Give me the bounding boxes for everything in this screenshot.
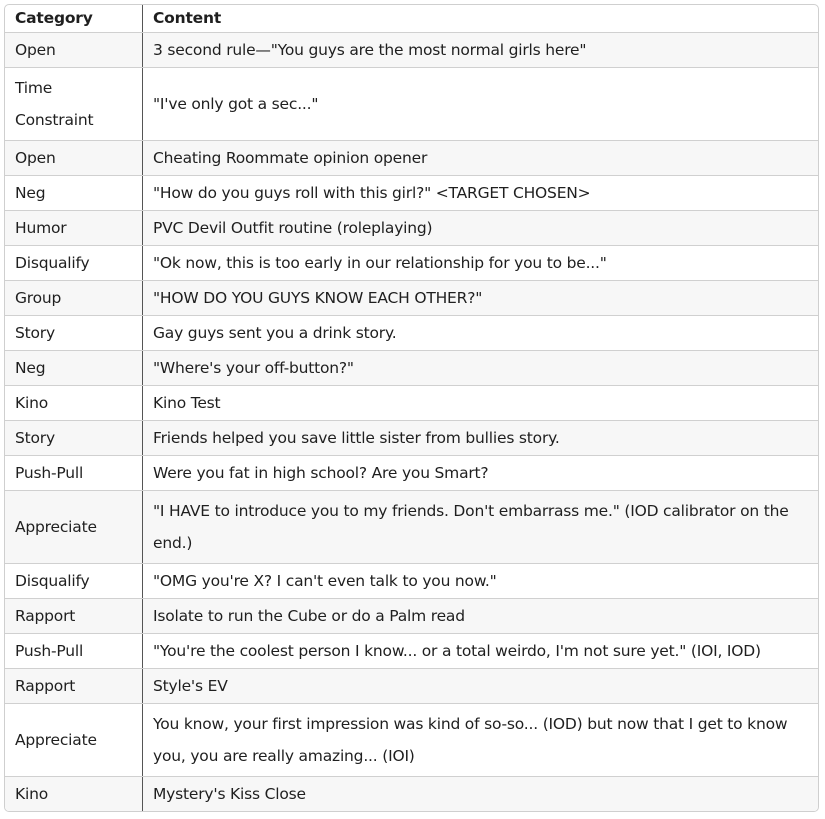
table-container <box>4 4 819 812</box>
category-cell: Rapport <box>5 669 143 704</box>
content-cell: Style's EV <box>143 669 820 704</box>
table-row <box>5 211 820 246</box>
content-cell: "You're the coolest person I know... or a total weirdo, I'm not sure yet." (IOI, IOD) <box>143 634 820 669</box>
content-cell: Kino Test <box>143 386 820 421</box>
category-cell: Rapport <box>5 599 143 634</box>
header-category: Category <box>5 5 143 33</box>
content-cell: "Where's your off-button?" <box>143 351 820 386</box>
table-row <box>5 704 820 777</box>
table-row <box>5 599 820 634</box>
content-cell: "I've only got a sec..." <box>143 68 820 141</box>
table-row <box>5 386 820 421</box>
content-cell: Cheating Roommate opinion opener <box>143 141 820 176</box>
category-cell: Humor <box>5 211 143 246</box>
routines-table <box>4 4 819 812</box>
table-row <box>5 141 820 176</box>
category-cell: Kino <box>5 777 143 812</box>
content-cell: "HOW DO YOU GUYS KNOW EACH OTHER?" <box>143 281 820 316</box>
content-cell: Gay guys sent you a drink story. <box>143 316 820 351</box>
content-cell: 3 second rule—"You guys are the most normal girls here" <box>143 33 820 68</box>
category-cell: Disqualify <box>5 564 143 599</box>
category-cell: Push-Pull <box>5 634 143 669</box>
content-cell: PVC Devil Outfit routine (roleplaying) <box>143 211 820 246</box>
content-cell: Mystery's Kiss Close <box>143 777 820 812</box>
table-row <box>5 33 820 68</box>
category-cell: Time Constraint <box>5 68 143 141</box>
table-row <box>5 68 820 141</box>
table-row <box>5 564 820 599</box>
table-row <box>5 281 820 316</box>
category-cell: Story <box>5 316 143 351</box>
table-header-row <box>5 5 820 33</box>
category-cell: Appreciate <box>5 704 143 777</box>
content-cell: Isolate to run the Cube or do a Palm read <box>143 599 820 634</box>
content-cell: Were you fat in high school? Are you Smart? <box>143 456 820 491</box>
table-row <box>5 491 820 564</box>
table-row <box>5 351 820 386</box>
table-row <box>5 777 820 812</box>
table-row <box>5 456 820 491</box>
category-cell: Disqualify <box>5 246 143 281</box>
category-cell: Neg <box>5 176 143 211</box>
header-content: Content <box>143 5 820 33</box>
table-row <box>5 421 820 456</box>
category-cell: Kino <box>5 386 143 421</box>
category-cell: Neg <box>5 351 143 386</box>
table-row <box>5 246 820 281</box>
category-cell: Open <box>5 141 143 176</box>
category-cell: Group <box>5 281 143 316</box>
content-cell: Friends helped you save little sister from bullies story. <box>143 421 820 456</box>
category-cell: Push-Pull <box>5 456 143 491</box>
content-cell: "I HAVE to introduce you to my friends. Don't embarrass me." (IOD calibrator on the end.) <box>143 491 820 564</box>
table-row <box>5 669 820 704</box>
content-cell: You know, your first impression was kind of so-so... (IOD) but now that I get to know you, you are really amazing... (IOI) <box>143 704 820 777</box>
content-cell: "Ok now, this is too early in our relationship for you to be..." <box>143 246 820 281</box>
category-cell: Open <box>5 33 143 68</box>
content-cell: "OMG you're X? I can't even talk to you now." <box>143 564 820 599</box>
content-cell: "How do you guys roll with this girl?" <TARGET CHOSEN> <box>143 176 820 211</box>
table-row <box>5 316 820 351</box>
category-cell: Story <box>5 421 143 456</box>
table-row <box>5 176 820 211</box>
table-row <box>5 634 820 669</box>
category-cell: Appreciate <box>5 491 143 564</box>
